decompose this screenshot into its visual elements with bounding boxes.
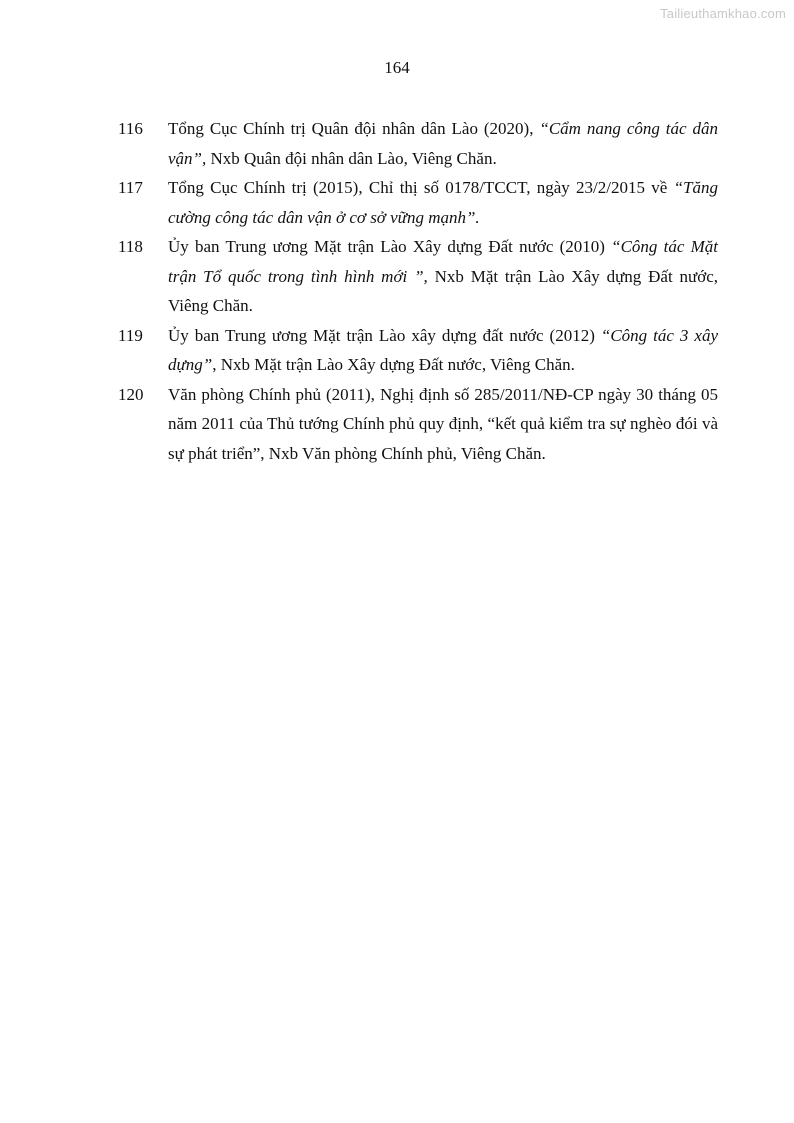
reference-number: 118 bbox=[118, 237, 143, 256]
reference-title-italic: “Công tác 3 xây dựng” bbox=[168, 325, 718, 374]
reference-number: 119 bbox=[118, 325, 143, 345]
reference-title-italic: “Tăng cường công tác dân vận ở cơ sở vững mạnh”. bbox=[168, 178, 718, 227]
reference-text-segment: Văn phòng Chính phủ (2011), Nghị định số 285/2011/NĐ-CP ngày 30 tháng 05 năm 2011 của Thủ tướng Chính phủ quy định, “kết quả kiểm tra sự nghèo đói và sự phát triển”, Nxb Văn phòng Chính phủ, Viêng Chăn. bbox=[168, 384, 718, 463]
reference-text bbox=[168, 232, 718, 321]
watermark: Tailieuthamkhao.com bbox=[660, 6, 786, 21]
reference-title-italic: “Công tác Mặt trận Tổ quốc trong tình hình mới ”, bbox=[168, 237, 718, 286]
reference-title-italic: “Cẩm nang công tác dân vận”, bbox=[168, 119, 718, 168]
reference-text bbox=[168, 321, 718, 380]
reference-item bbox=[118, 173, 718, 232]
reference-text bbox=[168, 114, 718, 173]
page-number: 164 bbox=[384, 58, 410, 77]
reference-item bbox=[118, 321, 718, 380]
reference-number: 116 bbox=[118, 119, 143, 138]
reference-list bbox=[118, 114, 718, 468]
reference-text-segment: Nxb Quân đội nhân dân Lào, Viêng Chăn. bbox=[206, 148, 497, 168]
reference-text bbox=[168, 173, 718, 232]
reference-text-segment: Ủy ban Trung ương Mặt trận Lào xây dựng đất nước (2012) bbox=[168, 325, 601, 345]
reference-number: 120 bbox=[118, 384, 144, 404]
reference-number: 117 bbox=[118, 178, 143, 197]
reference-text-segment: Nxb Mặt trận Lào Xây dựng Đất nước, Viêng Chăn. bbox=[168, 266, 718, 315]
reference-item bbox=[118, 232, 718, 321]
reference-text-segment: , Nxb Mặt trận Lào Xây dựng Đất nước, Viêng Chăn. bbox=[212, 355, 575, 374]
reference-text-segment: Tổng Cục Chính trị (2015), Chỉ thị số 0178/TCCT, ngày 23/2/2015 về bbox=[168, 178, 674, 197]
reference-item bbox=[118, 114, 718, 173]
reference-text bbox=[168, 380, 718, 469]
reference-text-segment: Ủy ban Trung ương Mặt trận Lào Xây dựng Đất nước (2010) bbox=[168, 237, 612, 256]
reference-item bbox=[118, 380, 718, 469]
reference-text-segment: Tổng Cục Chính trị Quân đội nhân dân Lào (2020), bbox=[168, 119, 540, 138]
